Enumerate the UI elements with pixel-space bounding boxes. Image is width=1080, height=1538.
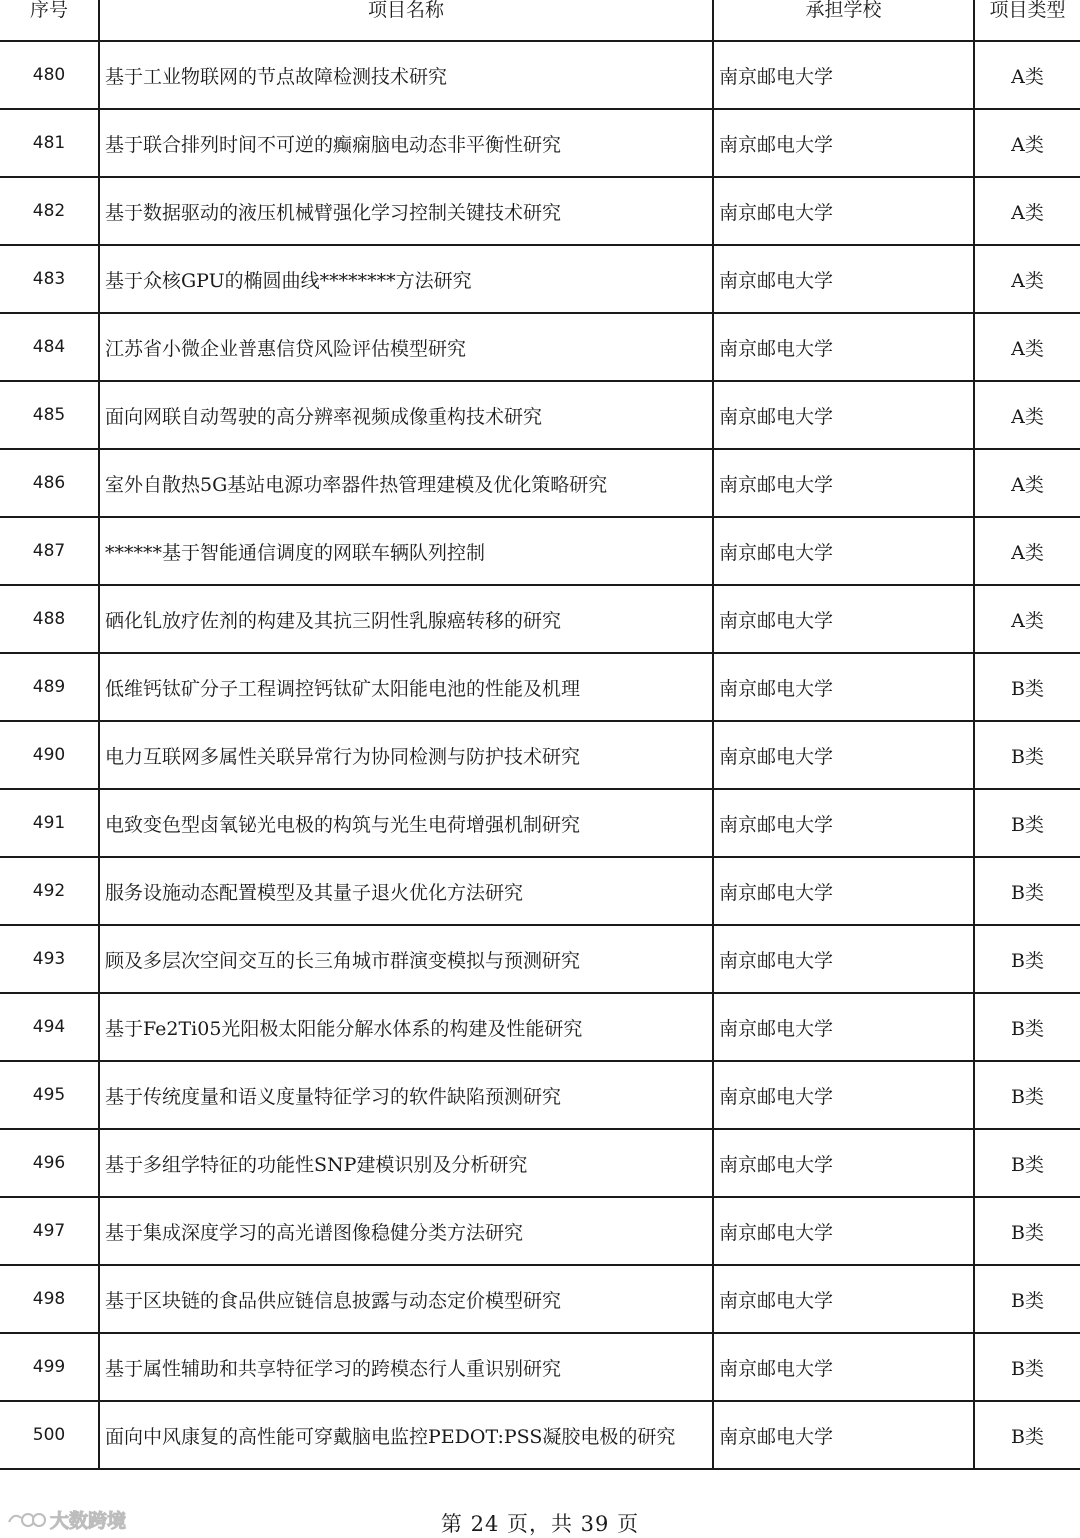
cell-school: 南京邮电大学 xyxy=(714,1402,975,1468)
cell-school: 南京邮电大学 xyxy=(714,1266,975,1332)
cell-type: B类 xyxy=(1011,677,1044,700)
cell-no: 496 xyxy=(0,1130,100,1196)
cell-school: 南京邮电大学 xyxy=(714,926,975,992)
table-header xyxy=(0,0,1080,42)
cell-type: B类 xyxy=(1011,1085,1044,1108)
cell-type: B类 xyxy=(1011,1357,1044,1380)
cell-type: A类 xyxy=(1011,609,1044,632)
cell-school: 南京邮电大学 xyxy=(714,586,975,652)
cell-school: 南京邮电大学 xyxy=(714,246,975,312)
cell-project-name: 基于工业物联网的节点故障检测技术研究 xyxy=(100,42,714,108)
cell-project-name: 室外自散热5G基站电源功率器件热管理建模及优化策略研究 xyxy=(100,450,714,516)
cell-type: B类 xyxy=(1011,1425,1044,1448)
cell-type: B类 xyxy=(1011,1153,1044,1176)
table-row xyxy=(0,926,1080,994)
cell-project-name: 面向网联自动驾驶的高分辨率视频成像重构技术研究 xyxy=(100,382,714,448)
cell-no: 488 xyxy=(0,586,100,652)
cell-no: 490 xyxy=(0,722,100,788)
cell-type: B类 xyxy=(1011,813,1044,836)
cell-project-name: 基于集成深度学习的高光谱图像稳健分类方法研究 xyxy=(100,1198,714,1264)
cell-no: 489 xyxy=(0,654,100,720)
table-row xyxy=(0,790,1080,858)
cell-school: 南京邮电大学 xyxy=(714,858,975,924)
watermark-text: 大数跨境 xyxy=(50,1510,127,1532)
cell-type: B类 xyxy=(1011,745,1044,768)
table-row xyxy=(0,1266,1080,1334)
cell-project-name: 顾及多层次空间交互的长三角城市群演变模拟与预测研究 xyxy=(100,926,714,992)
cell-type: A类 xyxy=(1011,269,1044,292)
table-row xyxy=(0,1334,1080,1402)
cell-no: 497 xyxy=(0,1198,100,1264)
cell-project-name: 基于众核GPU的椭圆曲线********方法研究 xyxy=(100,246,714,312)
cell-no: 486 xyxy=(0,450,100,516)
table-row xyxy=(0,518,1080,586)
cell-project-name: 基于传统度量和语义度量特征学习的软件缺陷预测研究 xyxy=(100,1062,714,1128)
table-row xyxy=(0,1062,1080,1130)
header-type: 项目类型 xyxy=(989,0,1066,21)
cell-project-name: 基于区块链的食品供应链信息披露与动态定价模型研究 xyxy=(100,1266,714,1332)
cell-school: 南京邮电大学 xyxy=(714,1130,975,1196)
cell-project-name: 面向中风康复的高性能可穿戴脑电监控PEDOT:PSS凝胶电极的研究 xyxy=(100,1402,714,1468)
cell-project-name: 基于联合排列时间不可逆的癫痫脑电动态非平衡性研究 xyxy=(100,110,714,176)
cell-school: 南京邮电大学 xyxy=(714,1062,975,1128)
table-row xyxy=(0,1402,1080,1470)
table-row xyxy=(0,382,1080,450)
cell-type: B类 xyxy=(1011,949,1044,972)
cell-project-name: 服务设施动态配置模型及其量子退火优化方法研究 xyxy=(100,858,714,924)
page-number: 第 24 页，共 39 页 xyxy=(440,1512,640,1536)
cell-project-name: 低维钙钛矿分子工程调控钙钛矿太阳能电池的性能及机理 xyxy=(100,654,714,720)
cell-school: 南京邮电大学 xyxy=(714,178,975,244)
table-row xyxy=(0,994,1080,1062)
cell-no: 482 xyxy=(0,178,100,244)
cell-project-name: 基于多组学特征的功能性SNP建模识别及分析研究 xyxy=(100,1130,714,1196)
table-row xyxy=(0,722,1080,790)
cell-school: 南京邮电大学 xyxy=(714,994,975,1060)
table-row xyxy=(0,450,1080,518)
cell-type: B类 xyxy=(1011,1221,1044,1244)
cell-school: 南京邮电大学 xyxy=(714,1198,975,1264)
cell-type: B类 xyxy=(1011,1289,1044,1312)
page-footer xyxy=(0,1506,1080,1536)
cell-project-name: 电力互联网多属性关联异常行为协同检测与防护技术研究 xyxy=(100,722,714,788)
table-body xyxy=(0,42,1080,1470)
cell-type: A类 xyxy=(1011,541,1044,564)
cell-no: 491 xyxy=(0,790,100,856)
cell-school: 南京邮电大学 xyxy=(714,518,975,584)
cell-school: 南京邮电大学 xyxy=(714,450,975,516)
cell-school: 南京邮电大学 xyxy=(714,1334,975,1400)
cell-project-name: 基于属性辅助和共享特征学习的跨模态行人重识别研究 xyxy=(100,1334,714,1400)
cell-no: 483 xyxy=(0,246,100,312)
cell-no: 487 xyxy=(0,518,100,584)
cell-no: 481 xyxy=(0,110,100,176)
cell-type: A类 xyxy=(1011,65,1044,88)
cell-no: 492 xyxy=(0,858,100,924)
cell-school: 南京邮电大学 xyxy=(714,42,975,108)
table-row xyxy=(0,654,1080,722)
table-row xyxy=(0,586,1080,654)
cell-no: 493 xyxy=(0,926,100,992)
cell-type: A类 xyxy=(1011,405,1044,428)
table-row xyxy=(0,110,1080,178)
table-row xyxy=(0,314,1080,382)
cell-no: 498 xyxy=(0,1266,100,1332)
cell-no: 495 xyxy=(0,1062,100,1128)
table-row xyxy=(0,178,1080,246)
table-row xyxy=(0,1198,1080,1266)
cell-school: 南京邮电大学 xyxy=(714,722,975,788)
cell-no: 494 xyxy=(0,994,100,1060)
cell-school: 南京邮电大学 xyxy=(714,790,975,856)
cell-type: B类 xyxy=(1011,881,1044,904)
cell-no: 484 xyxy=(0,314,100,380)
cell-project-name: 硒化钆放疗佐剂的构建及其抗三阴性乳腺癌转移的研究 xyxy=(100,586,714,652)
cell-type: B类 xyxy=(1011,1017,1044,1040)
table-row xyxy=(0,246,1080,314)
table-row xyxy=(0,42,1080,110)
cell-type: A类 xyxy=(1011,133,1044,156)
cell-no: 500 xyxy=(0,1402,100,1468)
cell-school: 南京邮电大学 xyxy=(714,110,975,176)
cell-type: A类 xyxy=(1011,201,1044,224)
header-name: 项目名称 xyxy=(100,0,714,40)
table-row xyxy=(0,858,1080,926)
cell-school: 南京邮电大学 xyxy=(714,314,975,380)
cell-type: A类 xyxy=(1011,337,1044,360)
cell-school: 南京邮电大学 xyxy=(714,654,975,720)
header-no: 序号 xyxy=(0,0,100,40)
cell-no: 480 xyxy=(0,42,100,108)
cell-project-name: 基于Fe2Ti05光阳极太阳能分解水体系的构建及性能研究 xyxy=(100,994,714,1060)
cell-project-name: ******基于智能通信调度的网联车辆队列控制 xyxy=(100,518,714,584)
cell-project-name: 基于数据驱动的液压机械臂强化学习控制关键技术研究 xyxy=(100,178,714,244)
table-row xyxy=(0,1130,1080,1198)
cell-type: A类 xyxy=(1011,473,1044,496)
cell-no: 499 xyxy=(0,1334,100,1400)
header-school: 承担学校 xyxy=(714,0,975,40)
cell-project-name: 电致变色型卤氧铋光电极的构筑与光生电荷增强机制研究 xyxy=(100,790,714,856)
cell-school: 南京邮电大学 xyxy=(714,382,975,448)
cell-no: 485 xyxy=(0,382,100,448)
cell-project-name: 江苏省小微企业普惠信贷风险评估模型研究 xyxy=(100,314,714,380)
